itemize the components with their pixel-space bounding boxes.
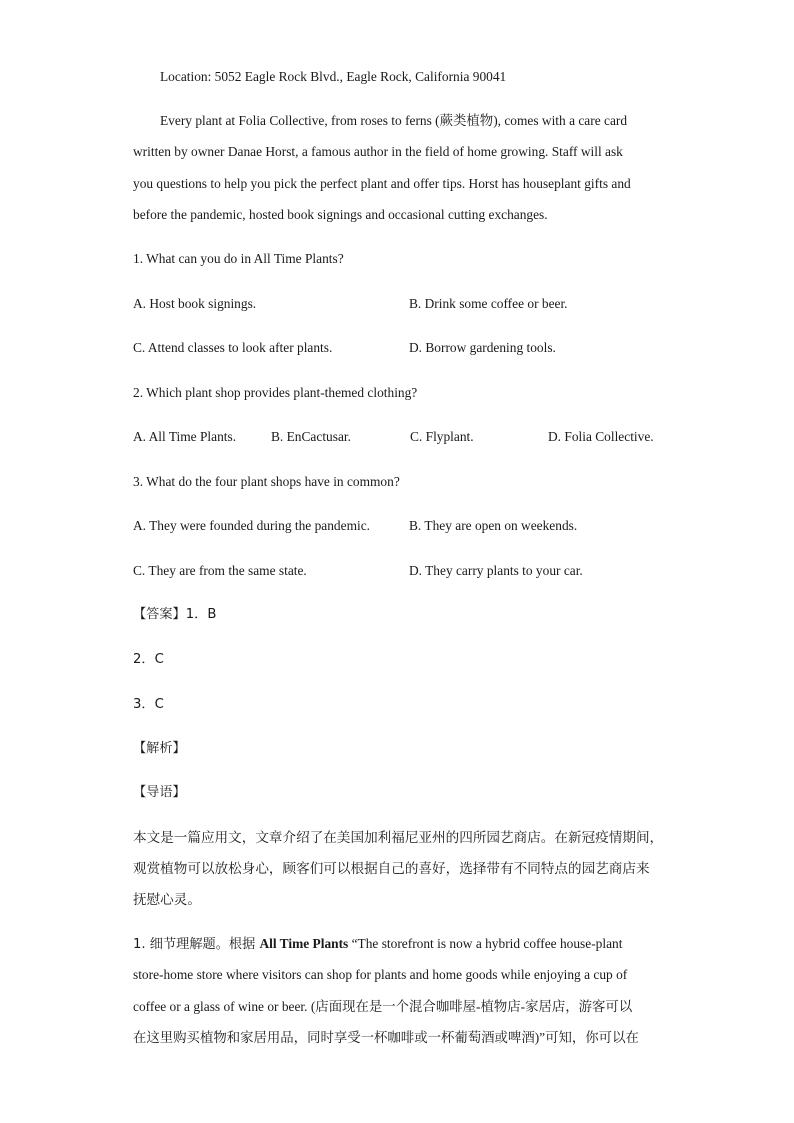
intro-line-3: 抚慰心灵。 xyxy=(133,892,201,908)
paragraph-line-2: written by owner Danae Horst, a famous author in the field of home growing. Staff will ask xyxy=(133,144,623,159)
analysis-label: 【解析】 xyxy=(133,741,186,756)
question-3-stem: 3. What do the four plant shops have in common? xyxy=(133,474,400,489)
intro-line-1: 本文是一篇应用文，文章介绍了在美国加利福尼亚州的四所园艺商店。在新冠疫情期间， xyxy=(133,830,664,846)
question-2-option-a: A. All Time Plants. xyxy=(133,429,237,444)
intro-line-2: 观赏植物可以放松身心，顾客们可以根据自己的喜好，选择带有不同特点的园艺商店来 xyxy=(133,861,650,877)
question-2-option-d: D. Folia Collective. xyxy=(548,429,654,444)
question-2-stem: 2. Which plant shop provides plant-themed clothing? xyxy=(133,385,418,400)
explanation-line-4: 在这里购买植物和家居用品，同时享受一杯咖啡或一杯葡萄酒或啤酒)”可知，你可以在 xyxy=(133,1030,639,1045)
explanation-prefix: 1. 细节理解题。根据 xyxy=(133,937,260,952)
question-2-option-b: B. EnCactusar. xyxy=(271,429,351,444)
question-1-stem: 1. What can you do in All Time Plants? xyxy=(133,251,344,266)
question-1-option-b: B. Drink some coffee or beer. xyxy=(409,296,568,311)
paragraph-line-3: you questions to help you pick the perfect plant and offer tips. Horst has houseplant gifts and xyxy=(133,176,631,191)
location-line: Location: 5052 Eagle Rock Blvd., Eagle Rock, California 90041 xyxy=(160,69,507,84)
explanation-bold-title: All Time Plants xyxy=(259,936,349,951)
question-2-option-c: C. Flyplant. xyxy=(410,429,474,444)
answer-label: 【答案】1．B xyxy=(133,607,217,622)
answer-3: 3．C xyxy=(133,697,164,712)
explanation-line-1-rest: “The storefront is now a hybrid coffee house-plant xyxy=(348,936,623,951)
question-3-option-d: D. They carry plants to your car. xyxy=(409,563,583,578)
intro-label: 【导语】 xyxy=(133,785,186,800)
question-3-option-a: A. They were founded during the pandemic. xyxy=(133,518,370,533)
question-3-option-c: C. They are from the same state. xyxy=(133,563,307,578)
explanation-line-1 xyxy=(133,935,622,954)
explanation-line-2: store-home store where visitors can shop for plants and home goods while enjoying a cup of xyxy=(133,967,628,982)
question-3-option-b: B. They are open on weekends. xyxy=(409,518,578,533)
question-1-option-d: D. Borrow gardening tools. xyxy=(409,340,556,355)
question-1-option-a: A. Host book signings. xyxy=(133,296,257,311)
answer-2: 2．C xyxy=(133,652,164,667)
question-1-option-c: C. Attend classes to look after plants. xyxy=(133,340,333,355)
paragraph-line-1: Every plant at Folia Collective, from roses to ferns (蕨类植物), comes with a care card xyxy=(160,113,628,128)
paragraph-line-4: before the pandemic, hosted book signings and occasional cutting exchanges. xyxy=(133,207,548,222)
explanation-line-3: coffee or a glass of wine or beer. (店面现在是一个混合咖啡屋-植物店-家居店，游客可以 xyxy=(133,999,633,1014)
